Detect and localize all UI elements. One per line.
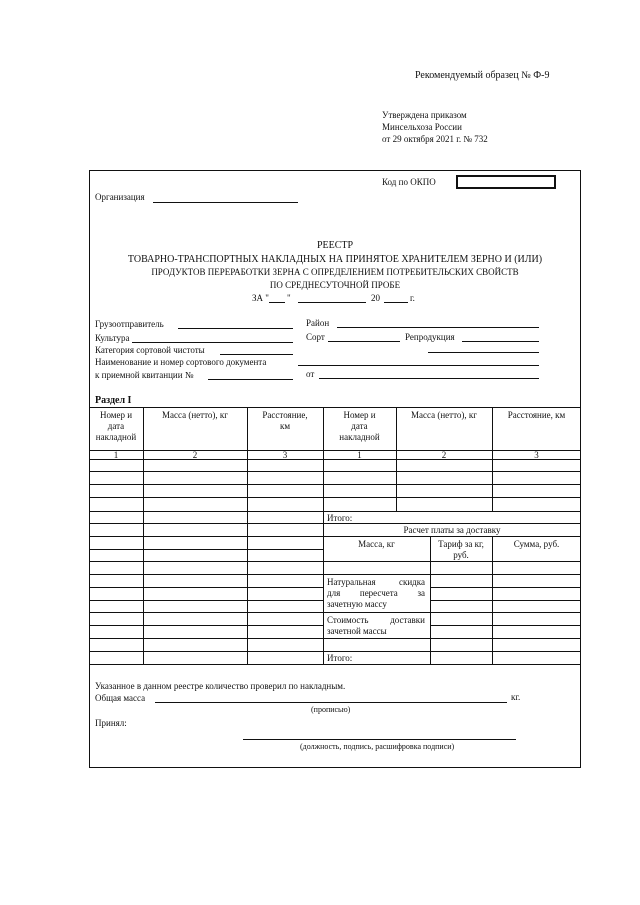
col-number-3: 3 (282, 450, 288, 460)
date-quote: " (287, 293, 291, 303)
doc-field[interactable] (298, 365, 539, 366)
reproduction-field[interactable] (462, 341, 539, 342)
from-label: от (306, 369, 315, 379)
col-number-6: 3 (534, 450, 539, 460)
date-prefix: ЗА " (252, 293, 269, 303)
variety-label: Сорт (306, 332, 325, 342)
shipper-field[interactable] (178, 328, 293, 329)
col-number-2: 2 (192, 450, 198, 460)
date-year-field[interactable] (384, 302, 408, 303)
payment-tariff-header: Тариф за кг, руб. (438, 539, 484, 560)
col-header-mass-right: Масса (нетто), кг (411, 410, 477, 420)
receipt-label: к приемной квитанции № (95, 370, 194, 380)
approval-line-2: Минсельхоза России (382, 122, 462, 132)
doc-label: Наименование и номер сортового документа (95, 357, 267, 367)
payment-title: Расчет платы за доставку (403, 525, 501, 535)
shipper-label: Грузоотправитель (95, 319, 164, 329)
title-line-1: РЕЕСТР (316, 240, 354, 251)
in-words-hint: (прописью) (311, 705, 351, 714)
organization-field[interactable] (153, 202, 298, 203)
section-label: Раздел I (95, 395, 132, 406)
title-line-3: ПРОДУКТОВ ПЕРЕРАБОТКИ ЗЕРНА С ОПРЕДЕЛЕНИЕМ ПОТРЕБИТЕЛЬСКИХ СВОЙСТВ (151, 267, 519, 277)
from-field[interactable] (319, 378, 539, 379)
culture-label: Культура (95, 333, 130, 343)
total-label-1: Итого: (327, 513, 353, 523)
signature-field[interactable] (243, 739, 516, 740)
delivery-cost-label: Стоимость доставки зачетной массы (327, 615, 425, 636)
variety-field[interactable] (328, 341, 400, 342)
okpo-input[interactable] (456, 175, 556, 189)
approval-line-3: от 29 октября 2021 г. № 732 (382, 134, 488, 144)
accepted-label: Принял: (95, 718, 127, 728)
col-header-mass-left: Масса (нетто), кг (162, 410, 228, 420)
reproduction-field-2[interactable] (428, 352, 539, 353)
total-mass-label: Общая масса (95, 693, 146, 703)
payment-mass-header: Масса, кг (358, 539, 395, 549)
col-header-distance-right: Расстояние, км (507, 410, 566, 420)
kg-label: кг. (511, 692, 521, 702)
col-header-waybill-right: Номер и дата накладной (339, 410, 380, 442)
checked-text: Указанное в данном реестре количество проверил по накладным. (95, 681, 346, 691)
district-label: Район (306, 318, 330, 328)
sample-label: Рекомендуемый образец № Ф-9 (415, 70, 550, 81)
total-mass-field[interactable] (155, 702, 507, 703)
reproduction-label: Репродукция (405, 332, 455, 342)
approval-line-1: Утверждена приказом (382, 110, 467, 120)
date-suffix: г. (410, 293, 415, 303)
col-number-1: 1 (113, 450, 119, 460)
signature-hint: (должность, подпись, расшифровка подписи) (300, 742, 455, 751)
approval-block (382, 109, 488, 145)
organization-label: Организация (95, 192, 145, 202)
district-field[interactable] (337, 327, 539, 328)
date-month-field[interactable] (298, 302, 366, 303)
payment-sum-header: Сумма, руб. (513, 539, 560, 549)
date-day-field[interactable] (269, 302, 285, 303)
col-number-5: 2 (441, 450, 447, 460)
purity-label: Категория сортовой чистоты (95, 345, 205, 355)
date-year-prefix: 20 (371, 293, 380, 303)
col-header-distance-left: Расстояние, км (262, 410, 308, 431)
culture-field[interactable] (132, 342, 293, 343)
title-line-2: ТОВАРНО-ТРАНСПОРТНЫХ НАКЛАДНЫХ НА ПРИНЯТОЕ ХРАНИТЕЛЕМ ЗЕРНО И (ИЛИ) (127, 254, 543, 265)
receipt-number-field[interactable] (208, 379, 293, 380)
purity-field[interactable] (220, 354, 293, 355)
natural-discount-label: Натуральная скидка для пересчета за зачетную массу (327, 577, 425, 609)
title-line-4: ПО СРЕДНЕСУТОЧНОЙ ПРОБЕ (269, 280, 401, 290)
okpo-label: Код по ОКПО (382, 177, 436, 187)
col-number-4: 1 (357, 450, 362, 460)
col-header-waybill-left: Номер и дата накладной (95, 410, 137, 442)
total-label-2: Итого: (327, 653, 353, 663)
